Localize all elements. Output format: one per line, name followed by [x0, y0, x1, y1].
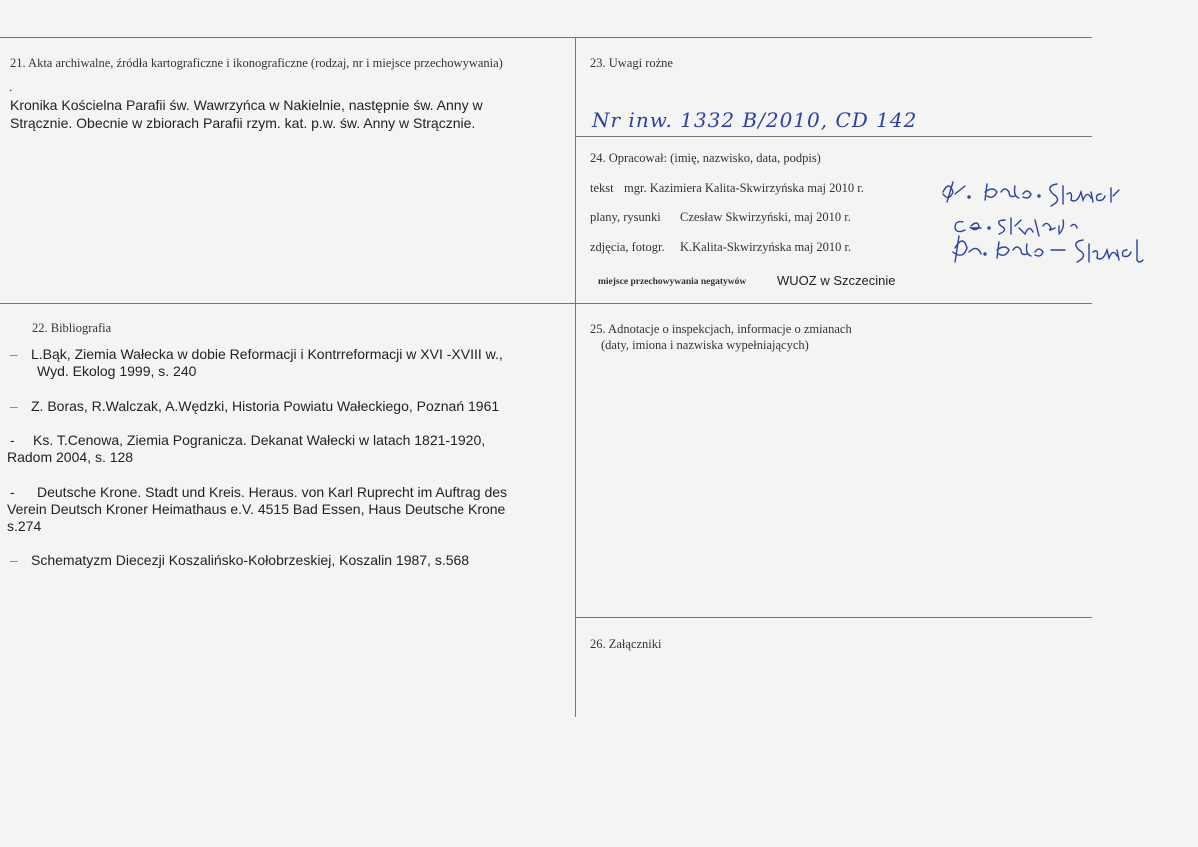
plans-author-label: plany, rysunki	[590, 210, 661, 224]
bibliography-line: s.274	[7, 518, 42, 534]
bibliography-line: Verein Deutsch Kroner Heimathaus e.V. 4515 Bad Essen, Haus Deutsche Krone	[7, 501, 506, 517]
bibliography-line: Wyd. Ekolog 1999, s. 240	[37, 363, 197, 379]
s21-text-line2: Strącznie. Obecnie w zbiorach Parafii rzym. kat. p.w. św. Anny w Strącznie.	[10, 115, 476, 131]
bibliography-line: Ks. T.Cenowa, Ziemia Pogranicza. Dekanat Wałecki w latach 1821-1920,	[33, 432, 486, 448]
plans-author-value: Czesław Skwirzyński, maj 2010 r.	[680, 210, 851, 224]
s25-heading-line1: 25. Adnotacje o inspekcjach, informacje o zmianach	[590, 322, 852, 336]
s21-heading: 21. Akta archiwalne, źródła kartograficzne i ikonograficzne (rodzaj, nr i miejsce przechowywania)	[10, 56, 503, 70]
middle-rule	[0, 303, 1092, 304]
s21-dot: .	[9, 80, 13, 94]
bibliography-line: L.Bąk, Ziemia Wałecka w dobie Reformacji i Kontrreformacji w XVI -XVIII w.,	[31, 346, 503, 362]
negatives-value: WUOZ w Szczecinie	[777, 273, 896, 288]
column-divider	[575, 37, 576, 717]
inventory-handwriting: Nr inw. 1332 B/2010, CD 142	[592, 108, 918, 132]
bibliography-line: Radom 2004, s. 128	[7, 449, 134, 465]
photo-author-label: zdjęcia, fotogr.	[590, 240, 665, 254]
s21-text-line1: Kronika Kościelna Parafii św. Wawrzyńca w Nakielnie, następnie św. Anny w	[10, 97, 483, 113]
s25-rule	[576, 617, 1092, 618]
s23-rule	[576, 136, 1092, 137]
text-author-label: tekst	[590, 181, 614, 195]
s22-heading: 22. Bibliografia	[32, 321, 112, 335]
bullet-dash: -	[10, 484, 15, 500]
s24-heading: 24. Opracował: (imię, nazwisko, data, podpis)	[590, 151, 821, 165]
bullet-dash: –	[10, 398, 18, 414]
top-rule	[0, 37, 1092, 38]
bibliography-line: Z. Boras, R.Walczak, A.Wędzki, Historia Powiatu Wałeckiego, Poznań 1961	[31, 398, 500, 414]
s23-heading: 23. Uwagi rożne	[590, 56, 673, 70]
bullet-dash: –	[10, 552, 18, 568]
s25-heading-line2: (daty, imiona i nazwiska wypełniających)	[601, 338, 809, 352]
photo-author-value: K.Kalita-Skwirzyńska maj 2010 r.	[680, 240, 852, 254]
bibliography-line: Schematyzm Diecezji Koszalińsko-Kołobrzeskiej, Koszalin 1987, s.568	[31, 552, 470, 568]
signatures-image	[935, 170, 1155, 270]
bullet-dash: -	[10, 432, 15, 448]
text-author-value: mgr. Kazimiera Kalita-Skwirzyńska maj 2010 r.	[624, 181, 864, 195]
bullet-dash: –	[10, 346, 18, 362]
s26-heading: 26. Załączniki	[590, 637, 662, 651]
bibliography-line: Deutsche Krone. Stadt und Kreis. Heraus. von Karl Ruprecht im Auftrag des	[37, 484, 508, 500]
negatives-label: miejsce przechowywania negatywów	[598, 277, 747, 287]
